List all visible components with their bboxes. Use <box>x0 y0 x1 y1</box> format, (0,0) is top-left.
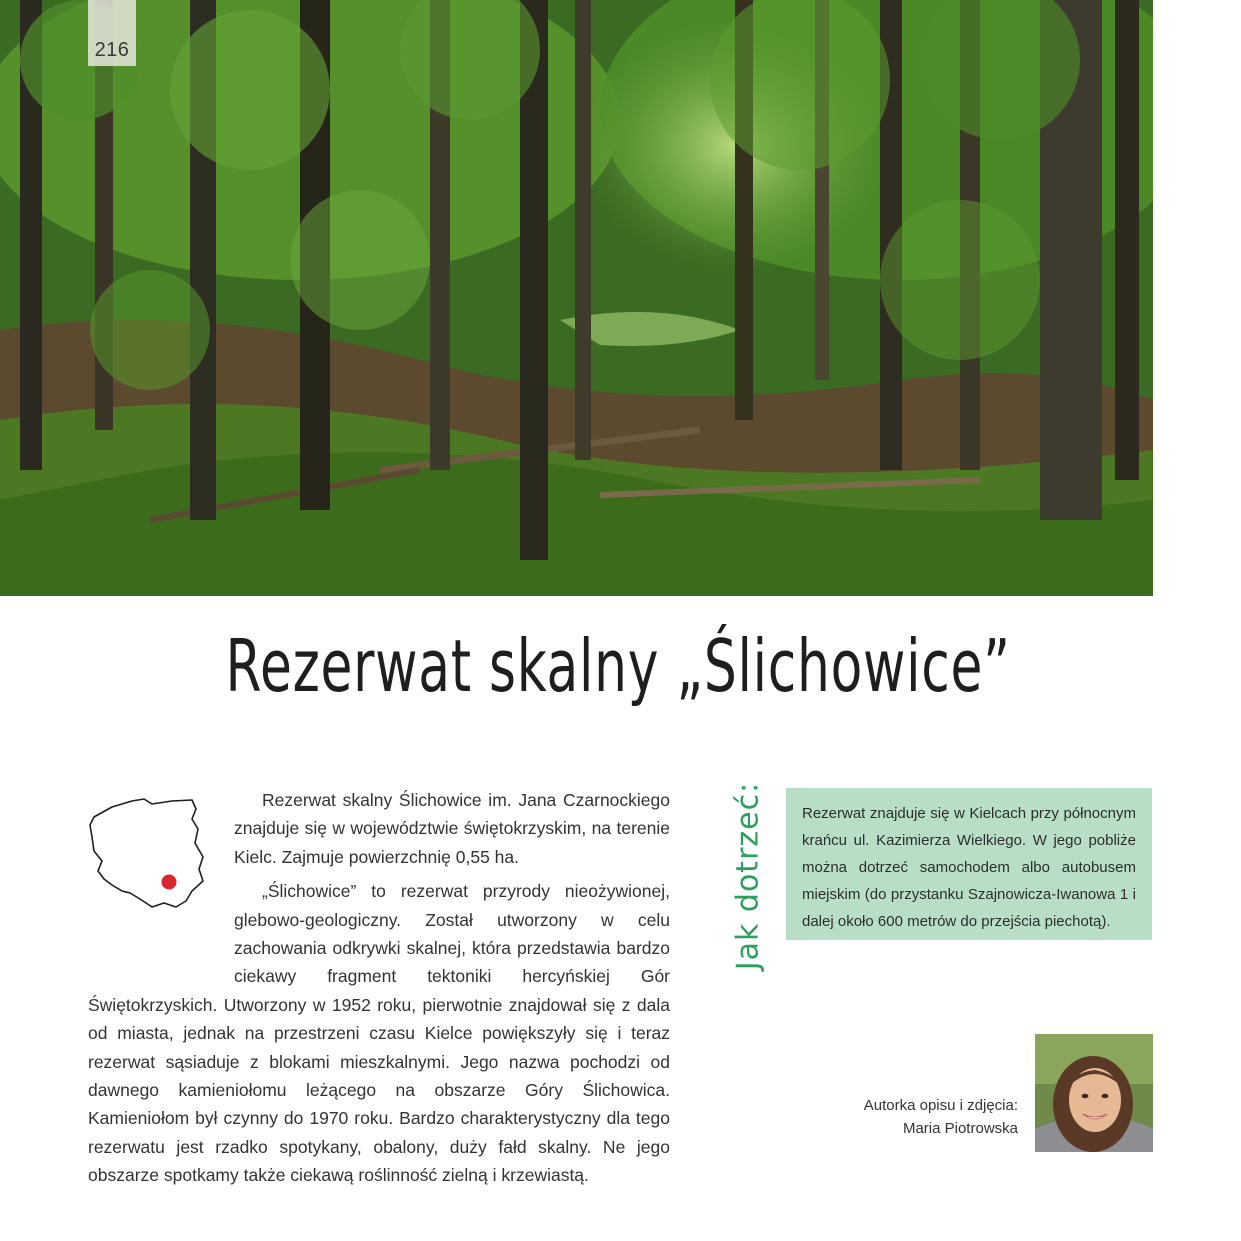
author-label: Autorka opisu i zdjęcia: <box>863 1097 1018 1114</box>
forest-illustration <box>0 0 1153 596</box>
page-number: 216 <box>94 39 130 61</box>
forest-photo <box>0 0 1153 596</box>
paragraph-2: „Ślichowice” to rezerwat przyrody nieożywionej, glebowo-geologiczny. Został utworzony w celu zachowania odkrywki skalnej, która przedstawia bardzo ciekawy fragment tektoniki hercyńskiej Gór Świętokrzyskich. Utworzony w 1952 roku, pierwotnie znajdował się z dala od miasta, jednak na przestrzeni czasu Kielce powiększyły się i teraz rezerwat sąsiaduje z blokami mieszkalnymi. Jego nazwa pochodzi od dawnego kamieniołomu leżącego na obszarze Góry Ślichowica. Kamieniołom był czynny do 1970 roku. Bardzo charakterystyczny dla tego rezerwatu jest rzadko spotykany, obalony, duży fałd skalny. Ne jego obszarze spotkamy także ciekawą roślinność zielną i krzewiastą. <box>88 881 670 1186</box>
author-name: Maria Piotrowska <box>902 1120 1018 1137</box>
directions-box <box>786 788 1152 940</box>
directions-text: Rezerwat znajduje się w Kielcach przy północnym krańcu ul. Kazimierza Wielkiego. W jego pobliże można dotrzeć samochodem albo autobusem miejskim (do przystanku Szajnowicza-Iwanowa 1 i dalej około 600 metrów do przejścia piechotą). <box>802 805 1136 930</box>
directions-heading <box>728 781 768 971</box>
author-portrait <box>1035 1034 1153 1152</box>
paragraph-1: Rezerwat skalny Ślichowice im. Jana Czarnockiego znajduje się w województwie świętokrzyskim, na terenie Kielc. Zajmuje powierzchnię 0,55 ha. <box>234 790 670 867</box>
description-text <box>88 786 670 1196</box>
page-number-tab <box>88 0 136 66</box>
directions-heading-text: Jak dotrzeć: <box>730 781 766 971</box>
author-credit <box>840 1094 1018 1140</box>
page-title: Rezerwat skalny „Ślichowice” <box>225 624 1011 708</box>
